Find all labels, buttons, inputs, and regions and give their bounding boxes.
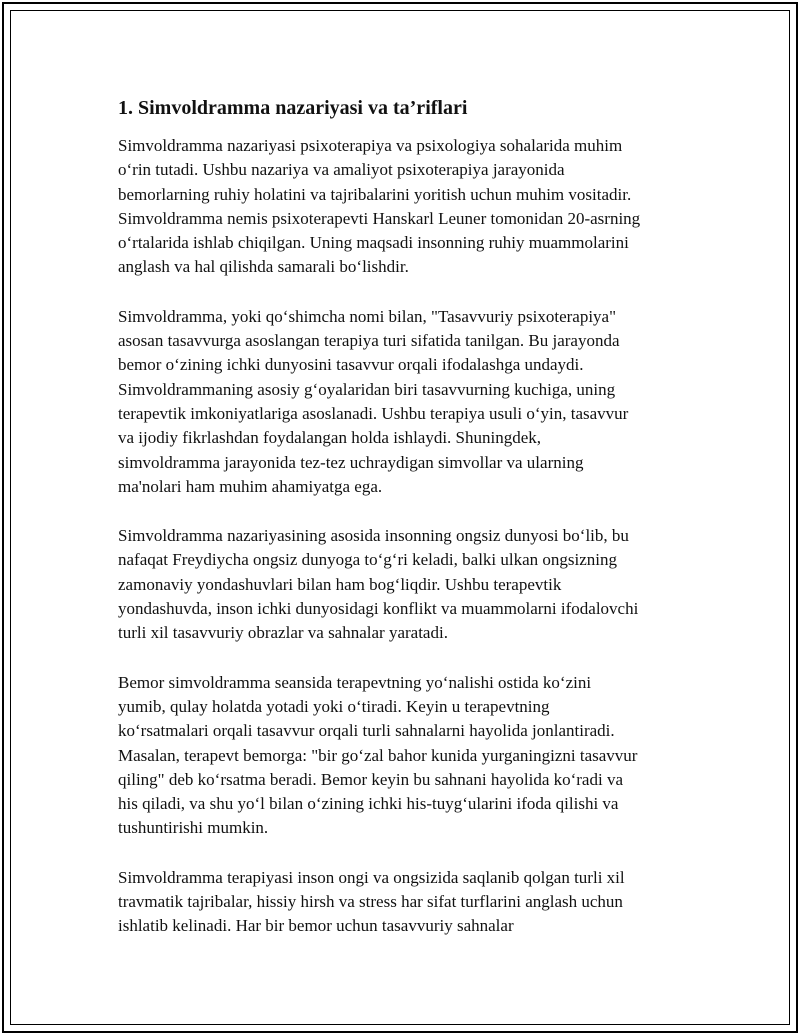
document-body: [118, 96, 698, 964]
paragraph-line: simvoldramma jarayonida tez-tez uchraydigan simvollar va ularning: [118, 452, 584, 472]
paragraph-line: Masalan, terapevt bemorga: "bir go‘zal bahor kunida yurganingizni tasavvur: [118, 745, 638, 765]
paragraph-line: ko‘rsatmalari orqali tasavvur orqali turli sahnalarni hayolida jonlantiradi.: [118, 721, 615, 741]
paragraph-line: Bemor simvoldramma seansida terapevtning yo‘nalishi ostida ko‘zini: [118, 672, 592, 692]
section-heading: 1. Simvoldramma nazariyasi va ta’riflari: [118, 97, 468, 119]
paragraph-line: qiling" deb ko‘rsatma beradi. Bemor keyin bu sahnani hayolida ko‘radi va: [118, 769, 623, 789]
paragraph-line: yumib, qulay holatda yotadi yoki o‘tiradi. Keyin u terapevtning: [118, 696, 550, 716]
paragraph: [118, 671, 698, 841]
paragraph-line: Simvoldramma nemis psixoterapevti Hanskarl Leuner tomonidan 20-asrning: [118, 208, 641, 228]
paragraph-line: bemorlarning ruhiy holatini va tajribalarini yoritish uchun muhim vositadir.: [118, 184, 632, 204]
paragraph: [118, 305, 698, 499]
paragraph-line: Simvoldrammaning asosiy g‘oyalaridan biri tasavvurning kuchiga, uning: [118, 379, 616, 399]
paragraph-line: Simvoldramma nazariyasining asosida insonning ongsiz dunyosi bo‘lib, bu: [118, 526, 629, 546]
paragraph-line: o‘rin tutadi. Ushbu nazariya va amaliyot psixoterapiya jarayonida: [118, 160, 565, 180]
paragraph-line: nafaqat Freydiycha ongsiz dunyoga to‘g‘ri keladi, balki ulkan ongsizning: [118, 550, 618, 570]
paragraph-line: yondashuvda, inson ichki dunyosidagi konflikt va muammolarni ifodalovchi: [118, 599, 639, 619]
paragraph: [118, 524, 698, 645]
paragraph: [118, 866, 698, 939]
paragraph-list: [118, 134, 698, 939]
paragraph-line: Simvoldramma, yoki qo‘shimcha nomi bilan, "Tasavvuriy psixoterapiya": [118, 306, 617, 326]
paragraph-line: travmatik tajribalar, hissiy hirsh va stress har sifat turflarini anglash uchun: [118, 892, 623, 912]
paragraph-line: Simvoldramma nazariyasi psixoterapiya va psixologiya sohalarida muhim: [118, 136, 623, 155]
paragraph-line: ma'nolari ham muhim ahamiyatga ega.: [118, 476, 383, 496]
paragraph-line: ishlatib kelinadi. Har bir bemor uchun tasavvuriy sahnalar: [118, 916, 514, 936]
paragraph-line: turli xil tasavvuriy obrazlar va sahnalar yaratadi.: [118, 623, 448, 643]
paragraph-line: bemor o‘zining ichki dunyosini tasavvur orqali ifodalashga undaydi.: [118, 355, 584, 375]
paragraph-line: zamonaviy yondashuvlari bilan ham bog‘liqdir. Ushbu terapevtik: [118, 574, 562, 594]
paragraph-line: terapevtik imkoniyatlariga asoslanadi. Ushbu terapiya usuli o‘yin, tasavvur: [118, 403, 629, 423]
paragraph: [118, 134, 698, 280]
paragraph-line: va ijodiy fikrlashdan foydalangan holda ishlaydi. Shuningdek,: [118, 428, 542, 448]
paragraph-line: asosan tasavvurga asoslangan terapiya turi sifatida tanilgan. Bu jarayonda: [118, 331, 620, 351]
paragraph-line: tushuntirishi mumkin.: [118, 818, 269, 838]
paragraph-line: his qiladi, va shu yo‘l bilan o‘zining ichki his-tuyg‘ularini ifoda qilishi va: [118, 794, 619, 814]
paragraph-line: anglash va hal qilishda samarali bo‘lishdir.: [118, 257, 409, 277]
paragraph-line: Simvoldramma terapiyasi inson ongi va ongsizida saqlanib qolgan turli xil: [118, 867, 625, 887]
paragraph-line: o‘rtalarida ishlab chiqilgan. Uning maqsadi insonning ruhiy muammolarini: [118, 233, 629, 253]
